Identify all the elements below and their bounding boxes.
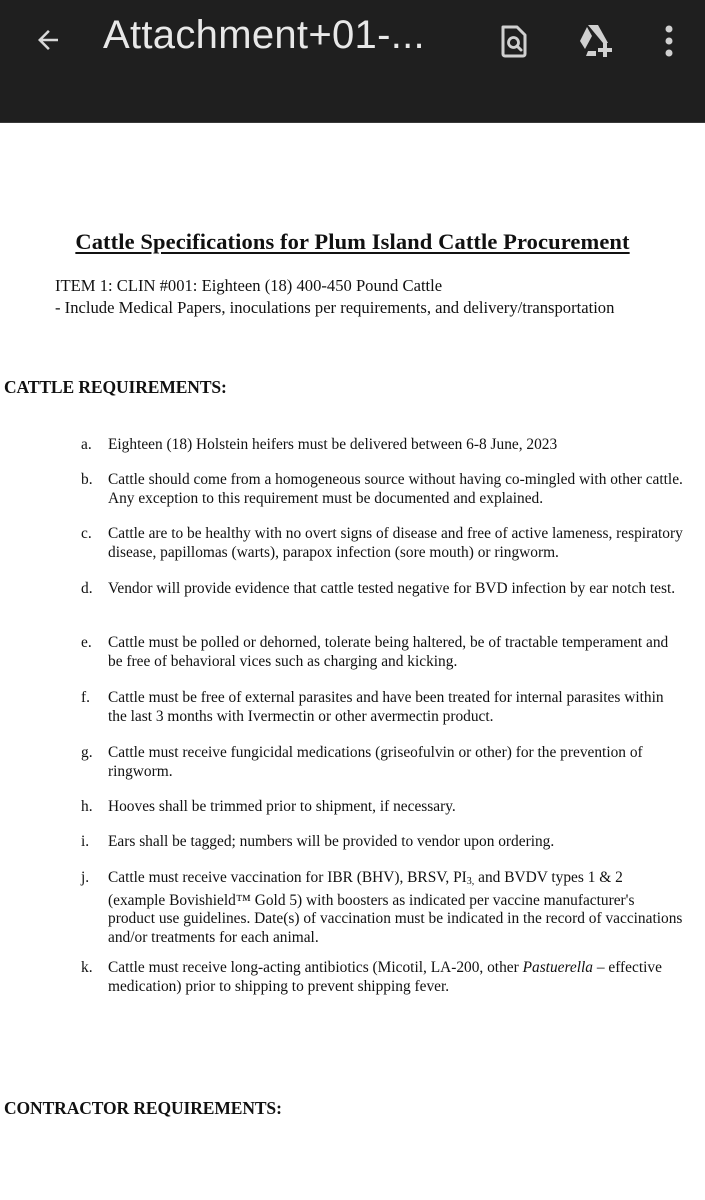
item-marker: h. bbox=[81, 798, 93, 815]
document-heading: Cattle Specifications for Plum Island Cattle Procurement bbox=[75, 229, 630, 254]
item-include-line: - Include Medical Papers, inoculations per requirements, and delivery/transportation bbox=[55, 298, 615, 317]
item-text-part: and BVDV types 1 & 2 (example Bovishield™ Gold 5) with boosters as indicated per vaccine manufacturer's product use guidelines. Date(s) of vaccination must be indicated in the record of vaccinations and/or treatments for each animal. bbox=[108, 869, 683, 946]
item-text: Cattle must be polled or dehorned, tolerate being haltered, be of tractable temperament and be free of behavioral vices such as charging and kicking. bbox=[108, 634, 669, 670]
requirement-item bbox=[81, 436, 686, 455]
requirement-item bbox=[81, 634, 686, 671]
item-marker: a. bbox=[81, 436, 92, 453]
requirement-item bbox=[81, 833, 686, 852]
item-text: Ears shall be tagged; numbers will be provided to vendor upon ordering. bbox=[108, 833, 555, 850]
item-marker: e. bbox=[81, 634, 92, 651]
item-marker: i. bbox=[81, 833, 90, 850]
item-text-part: Cattle must receive long-acting antibiotics (Micotil, LA-200, other bbox=[108, 959, 523, 976]
more-options-button[interactable] bbox=[648, 20, 690, 62]
arrow-left-icon bbox=[33, 25, 63, 55]
item-text: Cattle should come from a homogeneous source without having co-mingled with other cattle. Any exception to this requirement must be documented and explained. bbox=[108, 471, 683, 507]
item-text bbox=[108, 959, 683, 996]
item-text: Eighteen (18) Holstein heifers must be delivered between 6-8 June, 2023 bbox=[108, 436, 558, 453]
cattle-requirements-heading: CATTLE REQUIREMENTS: bbox=[4, 377, 227, 397]
item-text: Cattle must be free of external parasites and have been treated for internal parasites within the last 3 months with Ivermectin or other avermectin product. bbox=[108, 689, 664, 725]
requirement-item bbox=[81, 525, 686, 562]
requirement-item bbox=[81, 959, 686, 996]
requirement-item bbox=[81, 471, 686, 508]
item-text-part: Cattle must receive vaccination for IBR (BHV), BRSV, PI bbox=[108, 869, 467, 886]
item-marker: c. bbox=[81, 525, 92, 542]
document-search-icon bbox=[499, 24, 529, 58]
search-document-button[interactable] bbox=[493, 20, 535, 62]
requirement-item bbox=[81, 580, 686, 599]
item-text bbox=[108, 869, 683, 947]
item-marker: k. bbox=[81, 959, 93, 976]
drive-add-icon bbox=[576, 23, 616, 59]
italic-term: Pastuerella bbox=[522, 959, 593, 976]
more-vertical-icon bbox=[664, 24, 674, 58]
contractor-requirements-heading: CONTRACTOR REQUIREMENTS: bbox=[4, 1098, 282, 1118]
app-bar bbox=[0, 0, 705, 123]
requirement-item bbox=[81, 744, 686, 781]
item-marker: d. bbox=[81, 580, 93, 597]
item-marker: f. bbox=[81, 689, 90, 706]
add-to-drive-button[interactable] bbox=[575, 20, 617, 62]
item-text: Cattle must receive fungicidal medications (griseofulvin or other) for the prevention of ringworm. bbox=[108, 744, 643, 780]
requirement-item bbox=[81, 798, 686, 817]
requirement-item bbox=[81, 869, 686, 947]
item-text: Cattle are to be healthy with no overt signs of disease and free of active lameness, respiratory disease, papillomas (warts), parapox infection (sore mouth) or ringworm. bbox=[108, 525, 683, 561]
item-marker: j. bbox=[81, 869, 90, 886]
requirement-item bbox=[81, 689, 686, 726]
item-marker: b. bbox=[81, 471, 93, 488]
document-title: Attachment+01-... bbox=[103, 13, 425, 57]
item-marker: g. bbox=[81, 744, 93, 761]
subscript-three: 3, bbox=[466, 876, 475, 887]
item-text: Hooves shall be trimmed prior to shipment, if necessary. bbox=[108, 798, 456, 815]
item-text: Vendor will provide evidence that cattle tested negative for BVD infection by ear notch test. bbox=[108, 580, 676, 597]
document-page bbox=[0, 124, 705, 1200]
item-text-part: – effective medication) prior to shipping to prevent shipping fever. bbox=[108, 959, 662, 995]
item-clin-line: ITEM 1: CLIN #001: Eighteen (18) 400-450 Pound Cattle bbox=[55, 276, 443, 295]
back-button[interactable] bbox=[30, 22, 66, 58]
